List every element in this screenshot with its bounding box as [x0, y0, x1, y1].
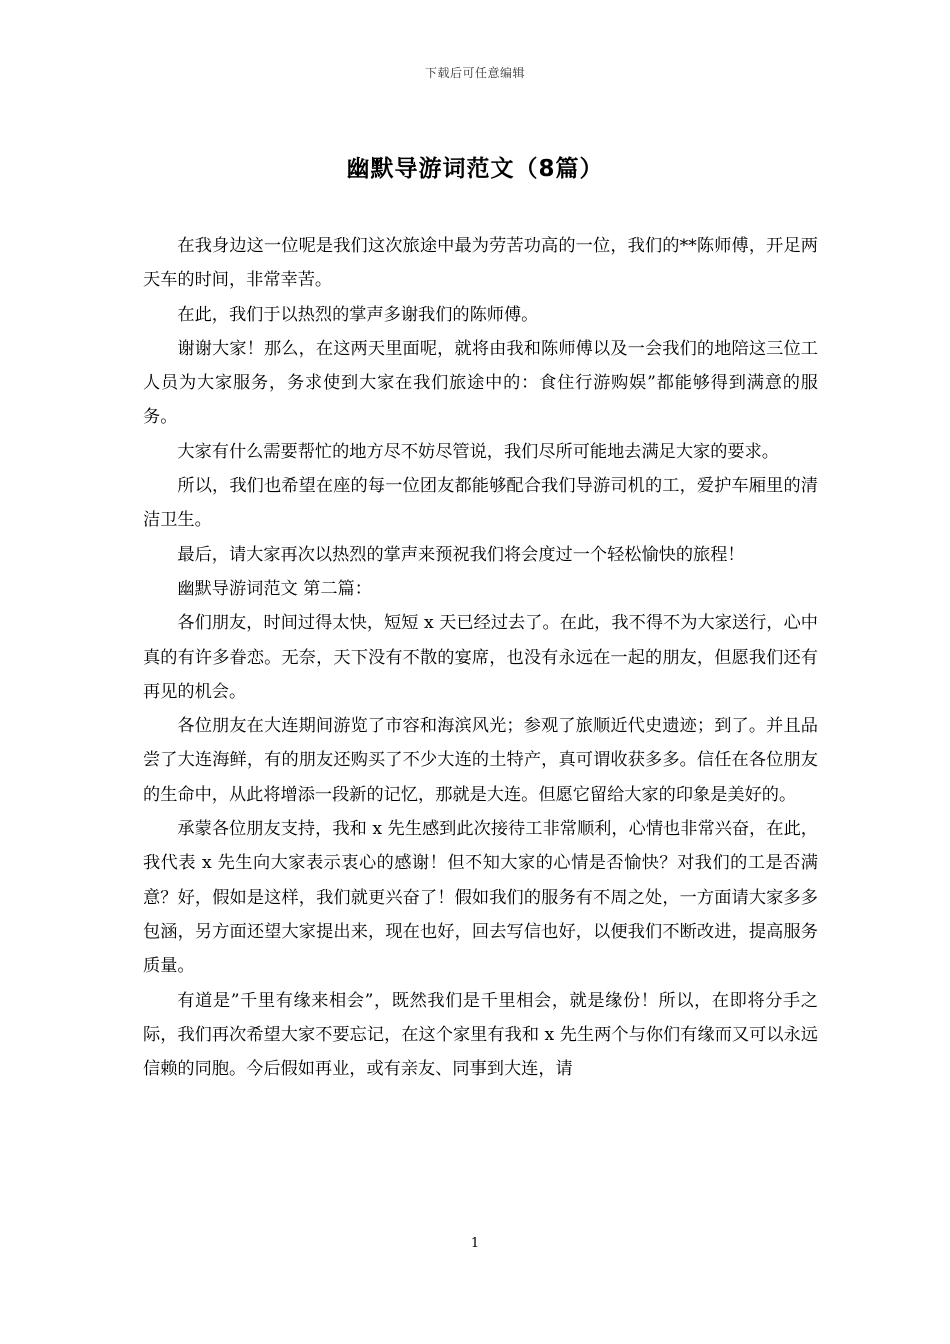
document-body: [143, 229, 818, 1086]
paragraph: 谢谢大家！那么，在这两天里面呢，就将由我和陈师傅以及一会我们的地陪这三位工人员为大家服务，务求使到大家在我们旅途中的：食住行游购娱”都能够得到满意的服务。: [143, 338, 818, 428]
page-header-note: 下载后可任意编辑: [424, 66, 525, 80]
paragraph: 最后，请大家再次以热烈的掌声来预祝我们将会度过一个轻松愉快的旅程！: [177, 544, 745, 565]
paragraph: 有道是”千里有缘来相会”，既然我们是千里相会，就是缘份！所以，在即将分手之际，我们再次希望大家不要忘记，在这个家里有我和 x 先生两个与你们有缘而又可以永远信赖的同胞。今后假如再业，或有亲友、同事到大连，请: [143, 990, 818, 1080]
paragraph: 大家有什么需要帮忙的地方尽不妨尽管说，我们尽所可能地去满足大家的要求。: [177, 441, 779, 462]
paragraph: 所以，我们也希望在座的每一位团友都能够配合我们导游司机的工，爱护车厢里的清洁卫生。: [143, 476, 818, 531]
paragraph: 各位朋友在大连期间游览了市容和海滨风光；参观了旅顺近代史遗迹；到了。并且品尝了大连海鲜，有的朋友还购买了不少大连的土特产，真可谓收获多多。信任在各位朋友的生命中，从此将增添一段新的记忆，那就是大连。但愿它留给大家的印象是美好的。: [143, 716, 818, 805]
paragraph: 承蒙各位朋友支持，我和 x 先生感到此次接待工非常顺利，心情也非常兴奋，在此，我代表 x 先生向大家表示衷心的感谢！但不知大家的心情是否愉快？对我们的工是否满意？好，假如是这样，我们就更兴奋了！假如我们的服务有不周之处，一方面请大家多多包涵，另方面还望大家提出来，现在也好，回去写信也好，以便我们不断改进，提高服务质量。: [143, 819, 818, 977]
page-number: 1: [470, 1236, 480, 1251]
document-title: 幽默导游词范文（8篇）: [346, 156, 604, 182]
paragraph: 各们朋友，时间过得太快，短短 x 天已经过去了。在此，我不得不为大家送行，心中真的有许多眷恋。无奈，天下没有不散的宴席，也没有永远在一起的朋友，但愿我们还有再见的机会。: [143, 613, 818, 702]
section-heading: 幽默导游词范文 第二篇：: [177, 578, 372, 599]
paragraph: 在我身边这一位呢是我们这次旅途中最为劳苦功高的一位，我们的**陈师傅，开足两天车的时间，非常幸苦。: [143, 236, 818, 291]
paragraph: 在此，我们于以热烈的掌声多谢我们的陈师傅。: [177, 304, 539, 325]
